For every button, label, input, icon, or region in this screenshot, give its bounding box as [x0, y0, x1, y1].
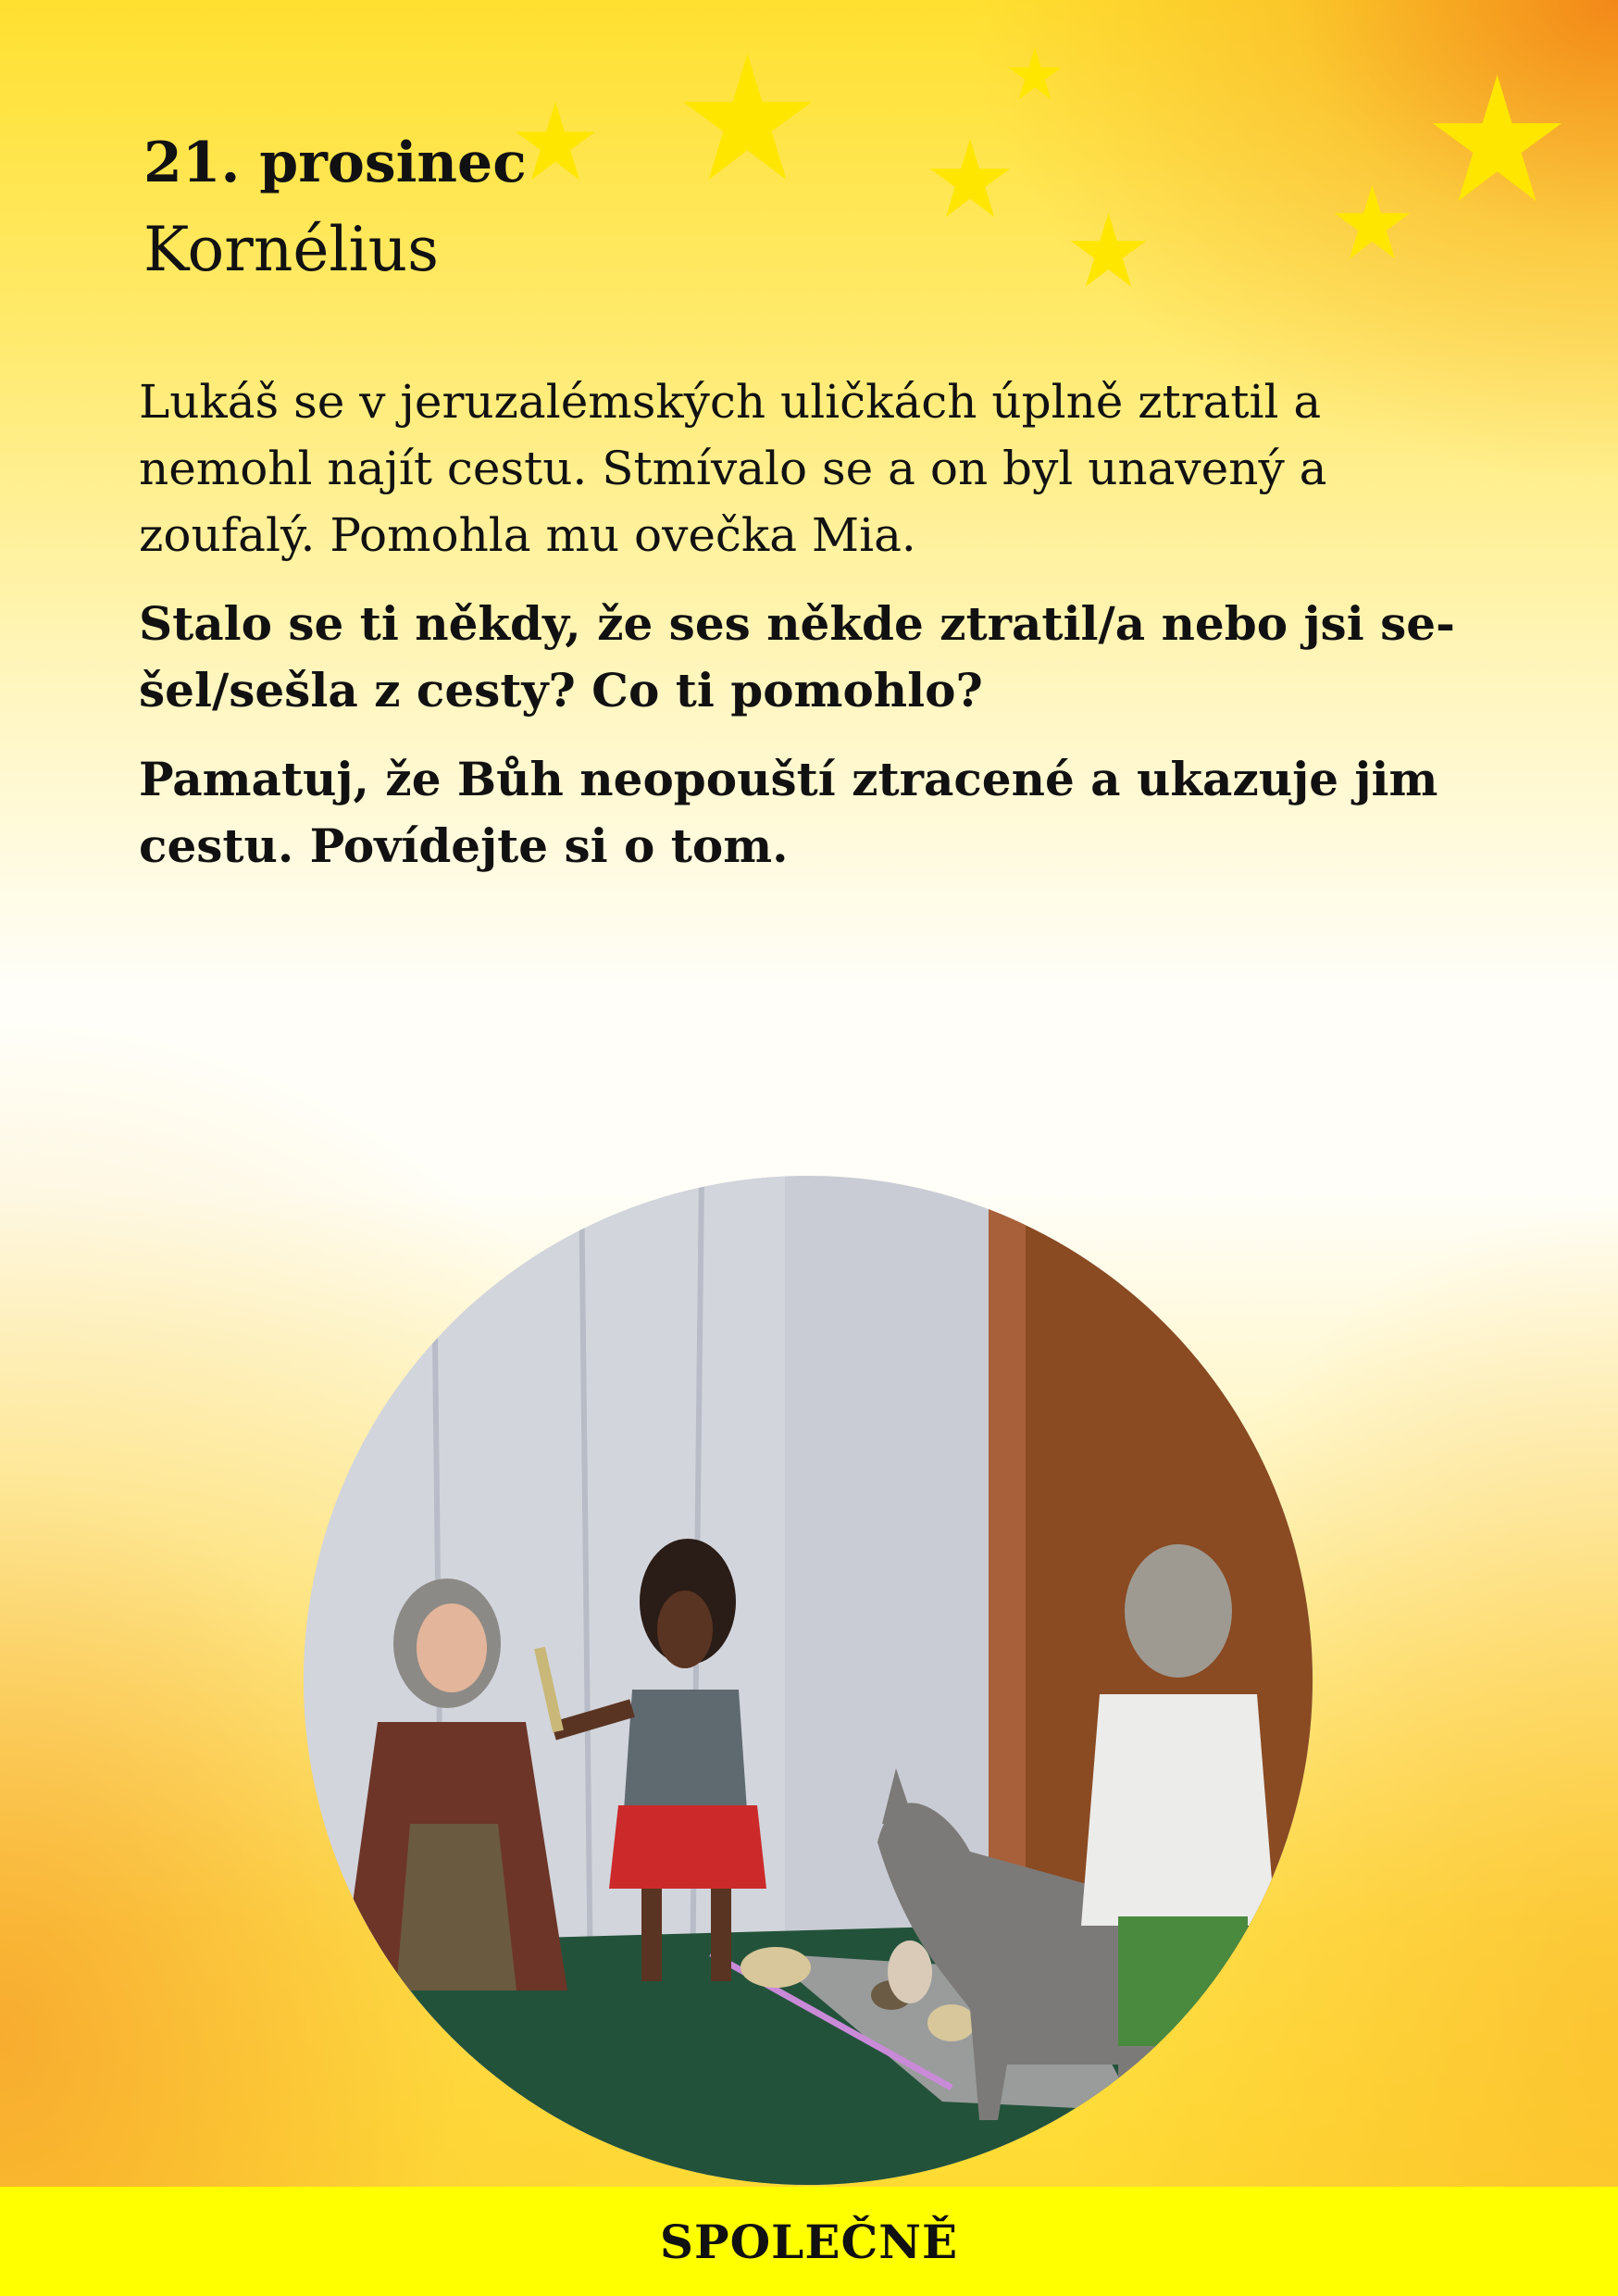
story-paragraph: Lukáš se v jeruzalémských uličkách úplně ztratil a nemohl najít cestu. Stmívalo se a on byl unavený a zoufalý. Pomohla mu ovečka Mia. [139, 375, 1327, 562]
story-text [139, 368, 1472, 880]
nativity-scene-photo [304, 1176, 1313, 2185]
star-icon [1333, 183, 1412, 262]
star-icon [928, 137, 1012, 220]
footer-label: SPOLEČNĚ [659, 2215, 959, 2269]
star-icon [1430, 72, 1564, 206]
reflection-paragraph: Pamatuj, že Bůh neopouští ztracené a ukazuje jim cestu. Povídejte si o tom. [139, 752, 1438, 873]
footer-band [0, 2187, 1618, 2296]
star-icon [680, 51, 815, 185]
star-icon [1069, 211, 1148, 290]
day-title: Kornélius [143, 214, 439, 285]
question-paragraph: Stalo se ti někdy, že ses někde ztratil/a nebo jsi sešel/sešla z cesty? Co ti pomohlo? [139, 596, 1455, 718]
star-icon [1007, 46, 1063, 102]
date-heading: 21. prosinec [143, 131, 527, 195]
